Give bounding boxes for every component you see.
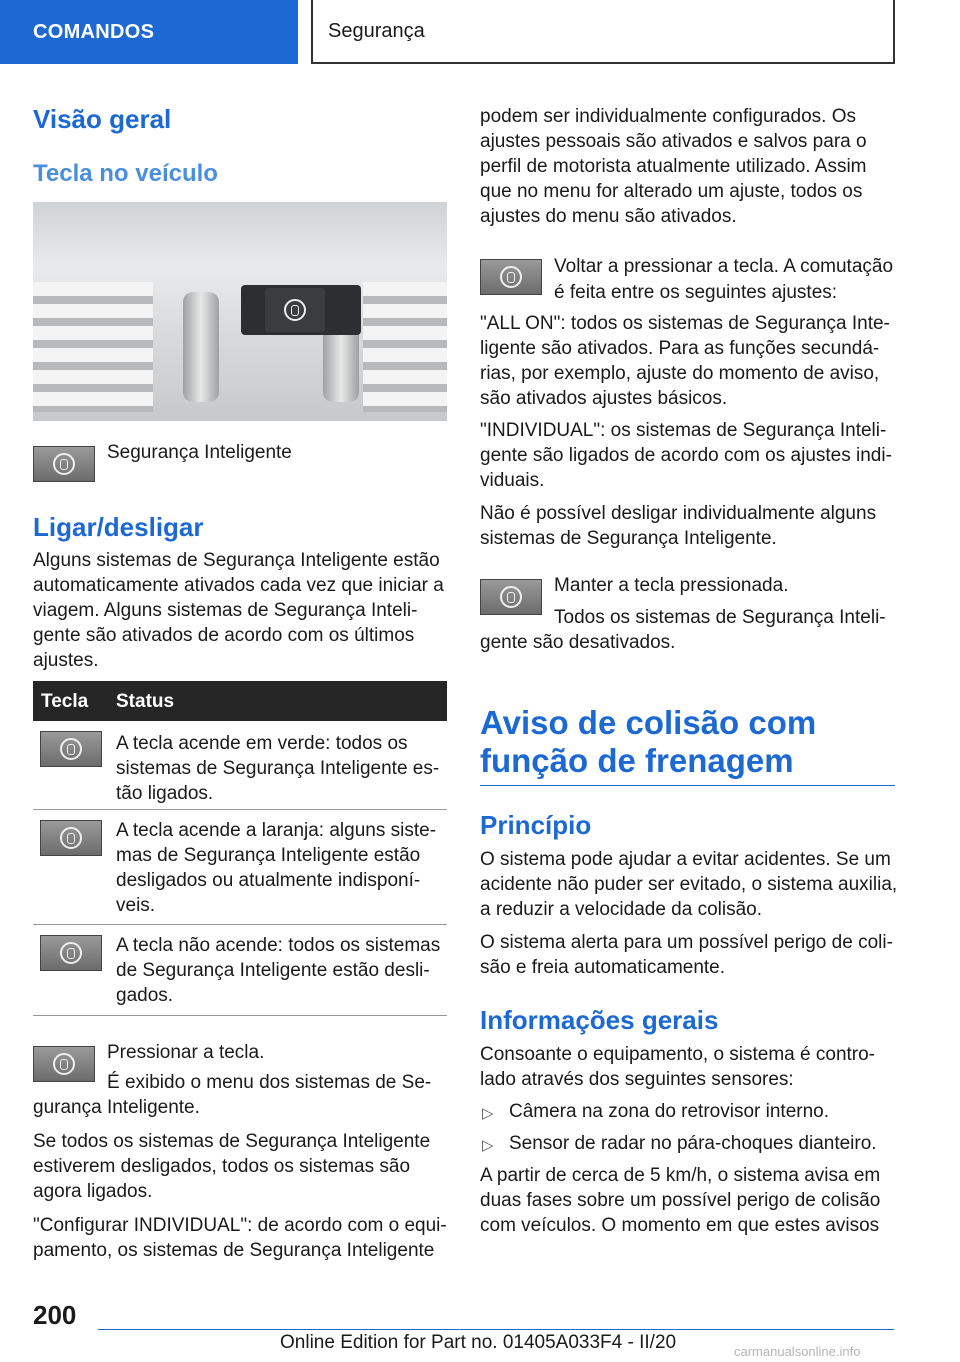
bullet-triangle-icon: ▷ (482, 1137, 494, 1154)
list-item: Câmera na zona do retrovisor interno. (509, 1101, 829, 1122)
paragraph-info: Consoante o equipamento, o sistema é contro- lado através dos seguintes sensores: (480, 1044, 876, 1090)
heading-ligar-desligar: Ligar/desligar (33, 512, 204, 542)
table-row: A tecla acende em verde: todos os sistemas de Segurança Inteligente es- tão ligados. (33, 721, 447, 810)
hold-result-cont: gente são desativados. (480, 632, 676, 653)
hold-instruction: Manter a tecla pressionada. (554, 575, 789, 596)
heading-tecla-veiculo: Tecla no veículo (33, 160, 218, 187)
heading-informacoes-gerais: Informações gerais (480, 1005, 719, 1035)
watermark: carmanualsonline.info (734, 1344, 861, 1359)
press-result: É exibido o menu dos sistemas de Se- (107, 1072, 432, 1093)
safety-key-icon (33, 446, 95, 482)
table-row: A tecla acende a laranja: alguns siste- mas de Segurança Inteligente estão desligados ou atualmente indisponí- veis. (33, 810, 447, 925)
paragraph-configurar: "Configurar INDIVIDUAL": de acordo com o equi- pamento, os sistemas de Segurança Inteligente (33, 1215, 447, 1261)
safety-key-icon (33, 1046, 95, 1082)
heading-principio: Princípio (480, 810, 592, 840)
hold-result: Todos os sistemas de Segurança Inteli- (554, 607, 886, 628)
page-number: 200 (33, 1300, 77, 1330)
safety-key-green-icon (40, 731, 102, 767)
paragraph-all-on: "ALL ON": todos os sistemas de Segurança Inte- ligente são ativados. Para as funções secundá- rias, por exemplo, ajuste do momento de aviso, são ativados ajustes básicos. (480, 313, 890, 409)
footer-rule (98, 1329, 894, 1330)
page-header-title: Segurança (311, 0, 895, 64)
safety-button-icon (265, 288, 325, 332)
paragraph-continued: podem ser individualmente configurados. Os ajustes pessoais são ativados e salvos para o perfil de motorista atualmente utilizado. Assim que no menu for alterado um ajuste, todos os ajustes do menu são ativados. (480, 106, 867, 227)
safety-key-off-icon (40, 935, 102, 971)
paragraph-alerta: O sistema alerta para um possível perigo de coli- são e freia automaticamente. (480, 932, 893, 978)
paragraph-principio: O sistema pode ajudar a evitar acidentes. Se um acidente não puder ser evitado, o sistema auxilia, a reduzir a velocidade da colisão. (480, 849, 898, 920)
safety-key-icon (480, 579, 542, 615)
status-table (33, 681, 447, 1016)
paragraph-se-todos: Se todos os sistemas de Segurança Inteligente estiverem desligados, todos os sistemas são agora ligados. (33, 1131, 431, 1202)
bullet-triangle-icon: ▷ (482, 1105, 494, 1122)
paragraph-nao-possivel: Não é possível desligar individualmente alguns sistemas de Segurança Inteligente. (480, 503, 877, 549)
vehicle-button-photo (33, 202, 447, 421)
section-tab: COMANDOS (0, 0, 298, 64)
press-result-cont: gurança Inteligente. (33, 1097, 200, 1118)
paragraph-a-partir: A partir de cerca de 5 km/h, o sistema avisa em duas fases sobre um possível perigo de colisão com veículos. O momento em que estes avisos (480, 1165, 881, 1236)
paragraph-individual: "INDIVIDUAL": os sistemas de Segurança Inteli- gente são ligados de acordo com os ajustes indi- viduais. (480, 420, 892, 491)
intro-paragraph: Alguns sistemas de Segurança Inteligente estão automaticamente ativados cada vez que iniciar a viagem. Alguns sistemas de Segurança Inteli- gente são ativados de acordo com os últimos ajustes. (33, 550, 444, 671)
heading-aviso-colisao: Aviso de colisão com função de frenagem (480, 704, 817, 779)
press-instruction: Pressionar a tecla. (107, 1042, 265, 1063)
safety-key-icon (480, 259, 542, 295)
press-again-instruction-cont: é feita entre os seguintes ajustes: (554, 282, 838, 303)
press-again-instruction: Voltar a pressionar a tecla. A comutação (554, 256, 894, 277)
key-caption: Segurança Inteligente (107, 442, 292, 463)
list-item: Sensor de radar no pára-choques dianteiro. (509, 1133, 877, 1154)
safety-key-orange-icon (40, 820, 102, 856)
section-rule (480, 785, 895, 786)
heading-visao-geral: Visão geral (33, 104, 172, 134)
table-header: Tecla Status (33, 681, 447, 721)
footer-edition: Online Edition for Part no. 01405A033F4 - II/20 (280, 1332, 677, 1353)
table-row: A tecla não acende: todos os sistemas de Segurança Inteligente estão desli- gados. (33, 925, 447, 1016)
